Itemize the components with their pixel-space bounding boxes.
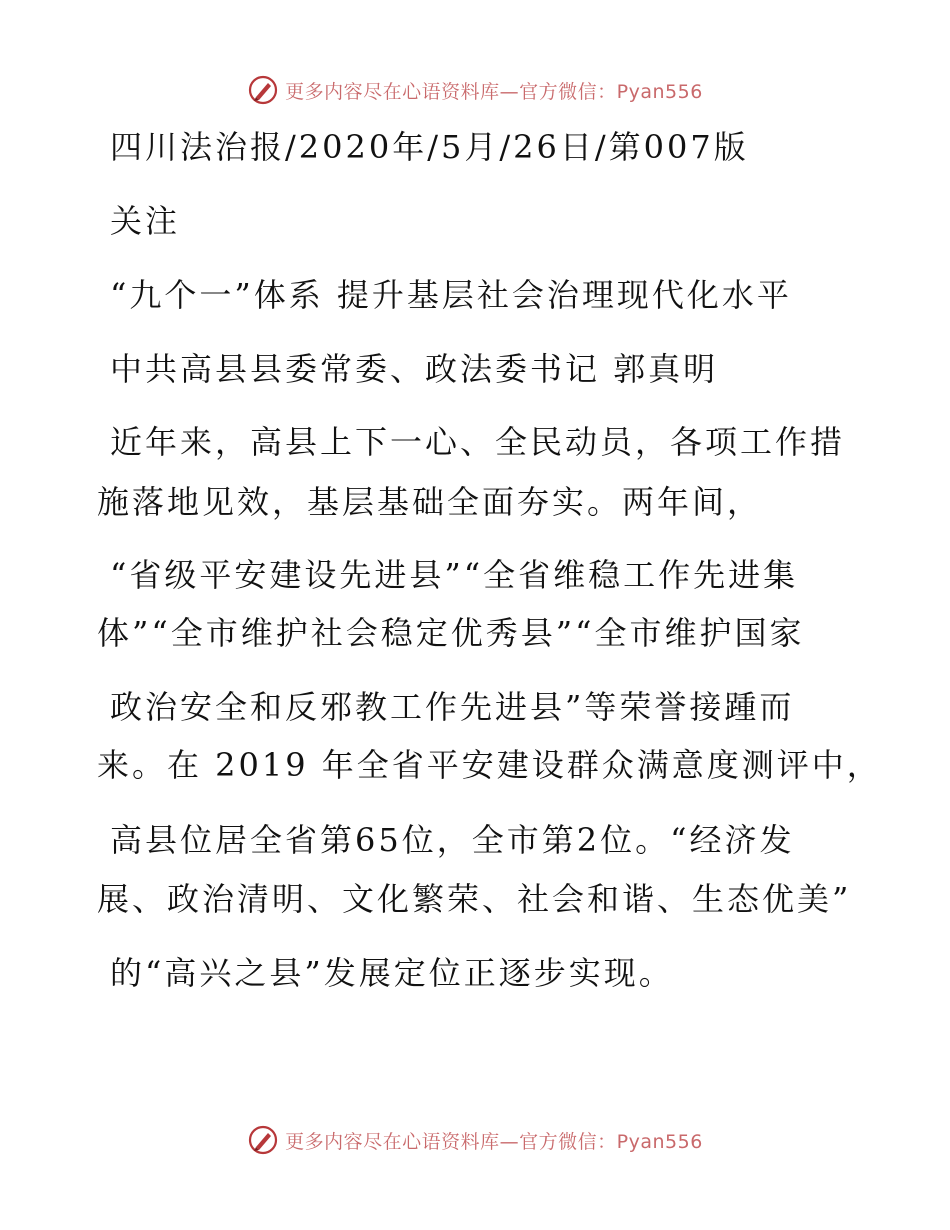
- body-line: 高县位居全省第65位，全市第2位。“经济发: [110, 821, 795, 859]
- watermark-text: 更多内容尽在心语资料库—官方微信：Pyan556: [285, 80, 703, 103]
- article-author: 中共高县县委常委、政法委书记 郭真明: [110, 350, 719, 388]
- section-label: 关注: [110, 202, 181, 240]
- watermark-text: 更多内容尽在心语资料库—官方微信：Pyan556: [285, 1130, 703, 1153]
- body-line: 政治安全和反邪教工作先进县”等荣誉接踵而: [110, 688, 795, 726]
- watermark-header: [0, 72, 950, 108]
- body-line: 施落地见效，基层基础全面夯实。两年间，: [97, 483, 763, 521]
- watermark-footer: [0, 1122, 950, 1158]
- body-line: 展、政治清明、文化繁荣、社会和谐、生态优美”: [97, 880, 852, 918]
- article-title: “九个一”体系 提升基层社会治理现代化水平: [110, 276, 792, 314]
- body-line: 的“高兴之县”发展定位正逐步实现。: [110, 954, 674, 992]
- publication-line: 四川法治报/2020年/5月/26日/第007版: [110, 128, 749, 166]
- pen-logo-icon: [247, 74, 279, 106]
- body-line: 来。在 2019 年全省平安建设群众满意度测评中，: [97, 746, 882, 784]
- pen-logo-icon: [247, 1124, 279, 1156]
- body-line: 近年来，高县上下一心、全民动员，各项工作措: [110, 423, 846, 461]
- body-line: 体”“全市维护社会稳定优秀县”“全市维护国家: [97, 614, 805, 652]
- body-line: “省级平安建设先进县”“全省维稳工作先进集: [110, 556, 799, 594]
